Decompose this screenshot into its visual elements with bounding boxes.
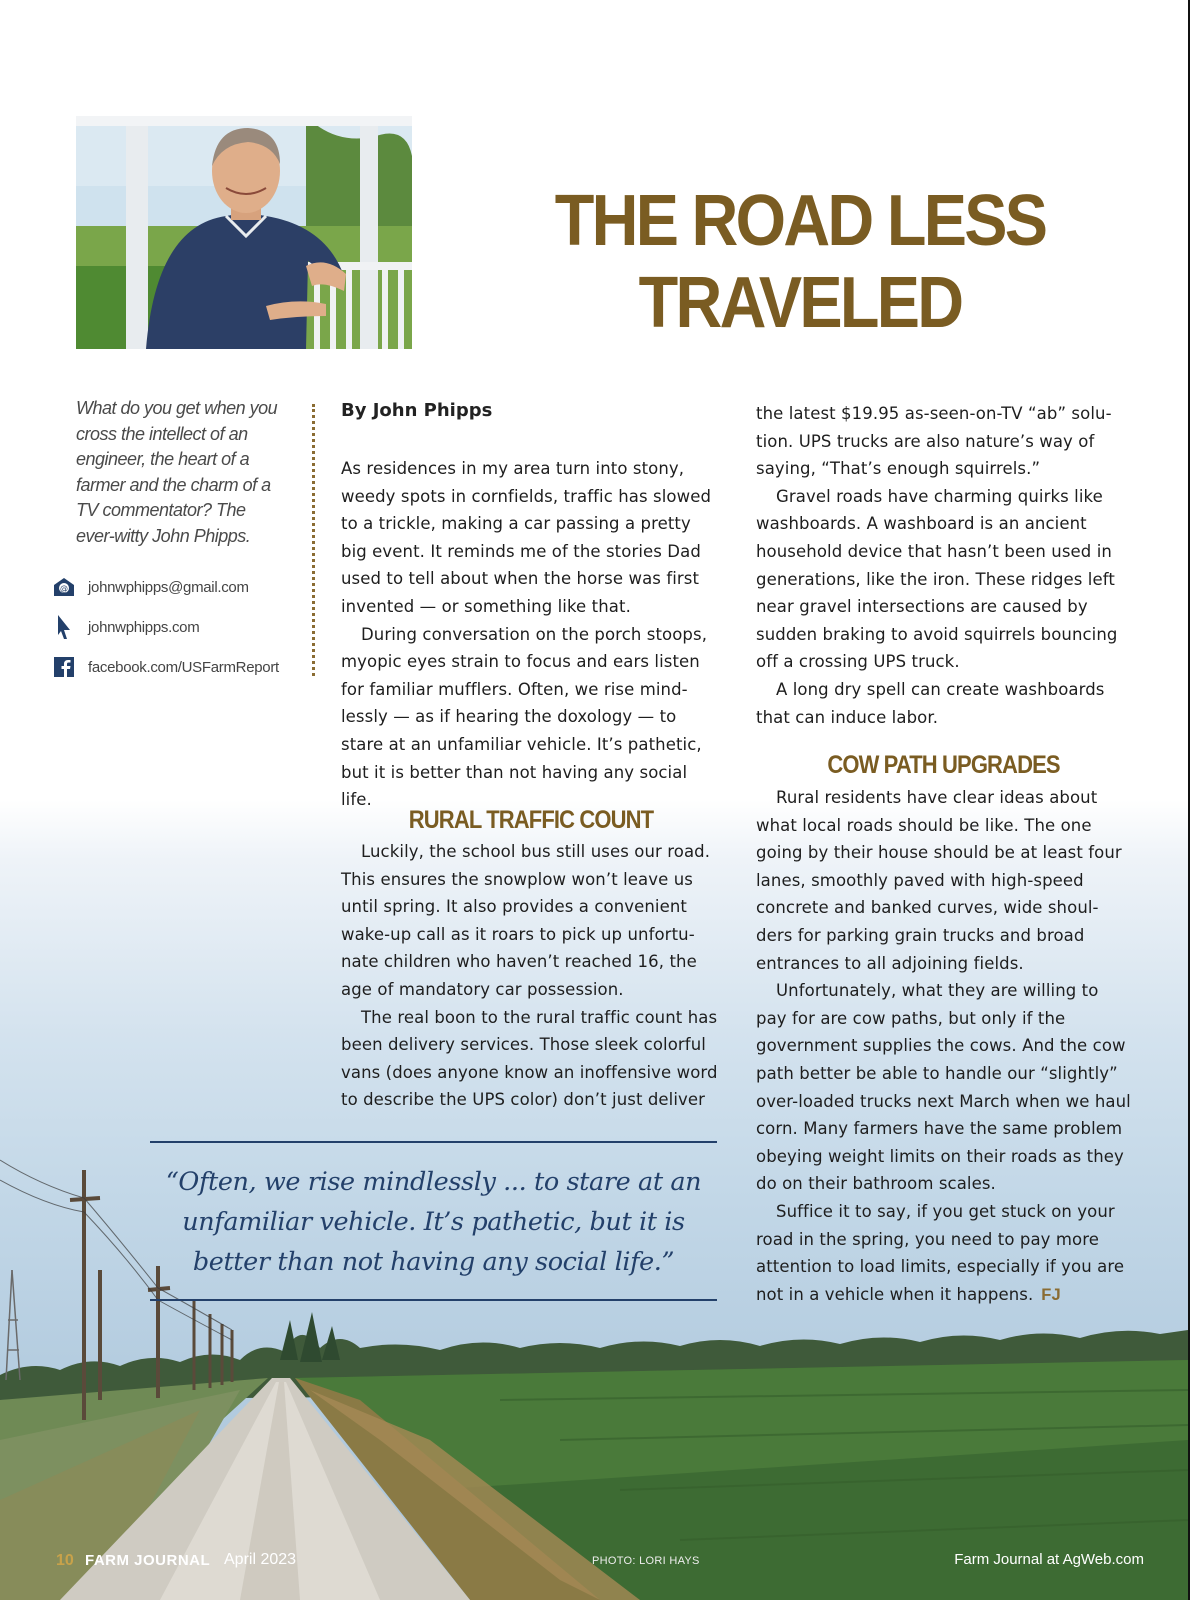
paragraph: A long dry spell can create washboards that can induce labor. xyxy=(756,679,1105,727)
sidebar-divider xyxy=(312,404,315,676)
column-1-text xyxy=(341,455,721,814)
end-mark: FJ xyxy=(1041,1285,1061,1304)
contact-website[interactable] xyxy=(52,614,312,640)
page-number: 10 xyxy=(56,1552,74,1569)
cursor-icon xyxy=(52,614,76,640)
paragraph: Gravel roads have charming quirks like washboards. A washboard is an ancient household device that hasn’t been used in generations, like the iron. These ridges left near gravel intersections are caused by sudden braking to avoid squirrels bouncing off a crossing UPS truck. xyxy=(756,486,1118,672)
column-2b-text xyxy=(756,784,1131,1309)
email-icon xyxy=(52,574,76,600)
facebook-icon xyxy=(52,654,76,680)
paragraph: As residences in my area turn into stony, weedy spots in cornfields, traffic has slowed to a trickle, making a car passing a pretty big event. It reminds me of the stories Dad used to tell about when the horse was first invented — or something like that. xyxy=(341,459,712,616)
pull-quote: “Often, we rise mindlessly ... to stare at an unfamiliar vehicle. It’s pathetic, but it is better than not having any social life.” xyxy=(165,1167,702,1277)
contact-facebook[interactable] xyxy=(52,654,312,680)
quote-rule-bottom xyxy=(150,1299,717,1301)
contact-website-text: johnwphipps.com xyxy=(88,618,200,636)
contact-email-text: johnwphipps@gmail.com xyxy=(88,578,249,596)
paragraph: During conversation on the porch stoops, myopic eyes strain to focus and ears listen for familiar mufflers. Often, we rise mind-lessly — as if hearing the doxology — to stare at an unfamiliar vehicle. It’s pathetic, but it is better than not having any social life. xyxy=(341,624,708,810)
byline: By John Phipps xyxy=(341,400,493,421)
paragraph: the latest $19.95 as-seen-on-TV “ab” solu-tion. UPS trucks are also nature’s way of saying, “That’s enough squirrels.” xyxy=(756,404,1112,479)
paragraph: Unfortunately, what they are willing to pay for are cow paths, but only if the government supplies the cows. And the cow path better be able to handle our “slightly” over-loaded trucks next March when we haul corn. Many farmers have the same problem obeying weight limits on their roads as they do on their bathroom scales. xyxy=(756,981,1131,1194)
magazine-name: FARM JOURNAL xyxy=(85,1552,211,1569)
photo-credit: PHOTO: LORI HAYS xyxy=(592,1555,700,1567)
paragraph: The real boon to the rural traffic count has been delivery services. Those sleek colorful vans (does anyone know an inoffensive word to describe the UPS color) don’t just deliver xyxy=(341,1007,718,1110)
article-title: THE ROAD LESS TRAVELED xyxy=(554,181,1046,343)
column-2-text xyxy=(756,400,1131,731)
author-teaser: What do you get when you cross the intellect of an engineer, the heart of a farmer and the charm of a TV commentator? The ever-witty John Phipps. xyxy=(76,398,278,546)
contact-email[interactable] xyxy=(52,574,312,600)
paragraph xyxy=(756,1198,1131,1309)
svg-text:@: @ xyxy=(60,584,68,593)
subhead-cow-path-upgrades: COW PATH UPGRADES xyxy=(827,751,1060,779)
last-paragraph-text: Suffice it to say, if you get stuck on your road in the spring, you need to pay more attention to load limits, especially if you are not in a vehicle when it happens. xyxy=(756,1201,1125,1304)
quote-rule-top xyxy=(150,1141,717,1143)
footer-website[interactable]: Farm Journal at AgWeb.com xyxy=(954,1551,1144,1568)
column-1b-text xyxy=(341,838,721,1114)
paragraph: Rural residents have clear ideas about what local roads should be like. The one going by their house should be at least four lanes, smoothly paved with high-speed concrete and banked curves, wide shoul-ders for parking grain trucks and broad entrances to all adjoining fields. xyxy=(756,788,1122,973)
author-photo xyxy=(76,116,412,349)
page-edge xyxy=(1188,0,1190,1600)
subhead-rural-traffic-count: RURAL TRAFFIC COUNT xyxy=(408,806,654,834)
contact-facebook-text: facebook.com/USFarmReport xyxy=(88,658,279,676)
paragraph: Luckily, the school bus still uses our road. This ensures the snowplow won’t leave us until spring. It also provides a convenient wake-up call as it roars to pick up unfortu-nate children who haven’t reached 16, the age of mandatory car possession. xyxy=(341,842,711,999)
issue-date: April 2023 xyxy=(224,1551,297,1568)
